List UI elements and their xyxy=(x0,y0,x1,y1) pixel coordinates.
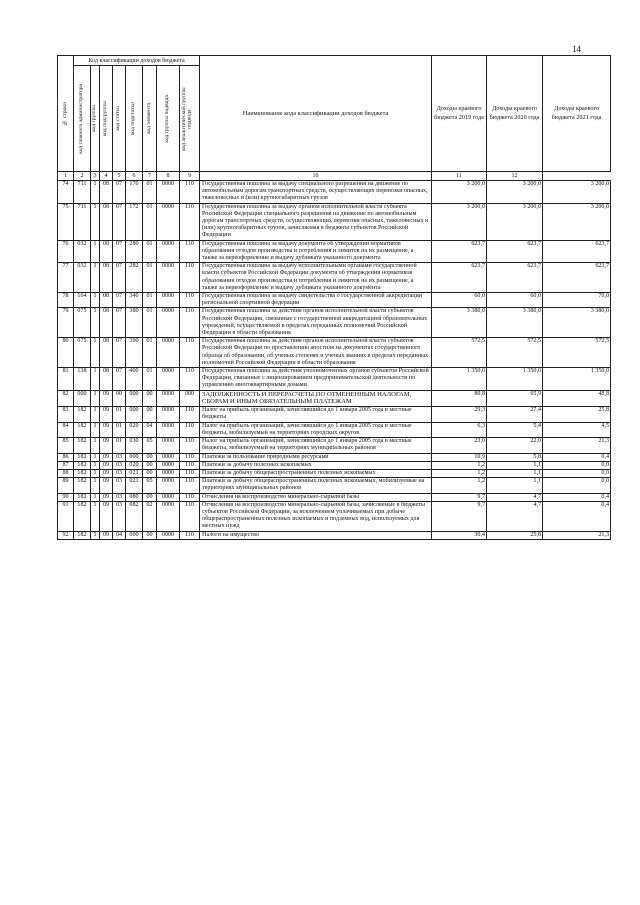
header-income-2019: Доходы краевого бюджета 2019 года xyxy=(432,56,487,172)
subtype-group-code: 0000 xyxy=(157,293,180,308)
row-number: 90 xyxy=(58,493,74,501)
group-code: 1 xyxy=(91,422,100,437)
subarticle-code: 340 xyxy=(126,293,143,308)
subtype-group-code: 0000 xyxy=(157,478,180,493)
income-2021: 3 380,0 xyxy=(543,308,611,338)
col-number: 8 xyxy=(157,172,180,181)
income-2020: 572,5 xyxy=(487,338,543,368)
analytic-group-code: 110 xyxy=(180,461,200,469)
income-2021: 623,7 xyxy=(543,263,611,293)
admin-code: 182 xyxy=(74,422,91,437)
subtype-group-code: 0000 xyxy=(157,308,180,338)
subtype-group-code: 0000 xyxy=(157,338,180,368)
income-2019: 30,4 xyxy=(432,531,487,539)
analytic-group-code: 110 xyxy=(180,240,200,263)
income-2019: 9,7 xyxy=(432,501,487,531)
admin-code: 711 xyxy=(74,181,91,204)
income-2021: 0,0 xyxy=(543,478,611,493)
income-name: Платежи за добычу общераспространенных полезных ископаемых xyxy=(200,469,432,477)
header-code-element: код элемента xyxy=(143,66,157,172)
element-code: 00 xyxy=(143,453,157,461)
group-code: 1 xyxy=(91,469,100,477)
subtype-group-code: 0000 xyxy=(157,531,180,539)
analytic-group-code: 110 xyxy=(180,293,200,308)
subarticle-code: 000 xyxy=(126,531,143,539)
group-code: 1 xyxy=(91,501,100,531)
admin-code: 182 xyxy=(74,493,91,501)
analytic-group-code: 110 xyxy=(180,308,200,338)
page-number: 14 xyxy=(572,44,581,54)
table-row xyxy=(58,422,611,437)
subgroup-code: 08 xyxy=(100,293,113,308)
element-code: 01 xyxy=(143,240,157,263)
header-code-subtype-group: код группы подвида xyxy=(157,66,180,172)
income-2020: 1,1 xyxy=(487,461,543,469)
table-row xyxy=(58,368,611,391)
income-2020: 1,1 xyxy=(487,478,543,493)
income-2021: 3 200,0 xyxy=(543,181,611,204)
article-code: 07 xyxy=(113,181,126,204)
income-2019: 23,0 xyxy=(432,438,487,453)
subtype-group-code: 0000 xyxy=(157,438,180,453)
article-code: 03 xyxy=(113,461,126,469)
income-2021: 623,7 xyxy=(543,240,611,263)
article-code: 03 xyxy=(113,469,126,477)
subarticle-code: 000 xyxy=(126,390,143,407)
table-row xyxy=(58,308,611,338)
table-row xyxy=(58,181,611,204)
article-code: 03 xyxy=(113,478,126,493)
article-code: 03 xyxy=(113,501,126,531)
subgroup-code: 09 xyxy=(100,501,113,531)
subtype-group-code: 0000 xyxy=(157,263,180,293)
subtype-group-code: 0000 xyxy=(157,368,180,391)
group-code: 1 xyxy=(91,181,100,204)
admin-code: 182 xyxy=(74,531,91,539)
admin-code: 182 xyxy=(74,438,91,453)
row-number: 85 xyxy=(58,438,74,453)
analytic-group-code: 110 xyxy=(180,501,200,531)
subtype-group-code: 0000 xyxy=(157,422,180,437)
group-code: 1 xyxy=(91,390,100,407)
subgroup-code: 08 xyxy=(100,240,113,263)
article-code: 07 xyxy=(113,263,126,293)
income-name: Налоги на имущество xyxy=(200,531,432,539)
analytic-group-code: 110 xyxy=(180,478,200,493)
row-number: 82 xyxy=(58,390,74,407)
group-code: 1 xyxy=(91,453,100,461)
subtype-group-code: 0000 xyxy=(157,240,180,263)
article-code: 07 xyxy=(113,338,126,368)
income-2019: 623,7 xyxy=(432,240,487,263)
income-2020: 60,0 xyxy=(487,293,543,308)
income-2019: 10,9 xyxy=(432,453,487,461)
element-code: 00 xyxy=(143,461,157,469)
group-code: 1 xyxy=(91,368,100,391)
income-name: Налог на прибыль организаций, зачислявшийся до 1 января 2005 года в местные бюджеты, мобилизуемый на территориях городских округов xyxy=(200,422,432,437)
group-code: 1 xyxy=(91,531,100,539)
subtype-group-code: 0000 xyxy=(157,407,180,422)
income-2019: 572,5 xyxy=(432,338,487,368)
income-2019: 80,8 xyxy=(432,390,487,407)
col-number: 2 xyxy=(74,172,91,181)
table-row xyxy=(58,390,611,407)
article-code: 07 xyxy=(113,308,126,338)
admin-code: 138 xyxy=(74,368,91,391)
subtype-group-code: 0000 xyxy=(157,390,180,407)
row-number: 76 xyxy=(58,240,74,263)
income-2020: 3 200,0 xyxy=(487,203,543,240)
row-number: 86 xyxy=(58,453,74,461)
subarticle-code: 030 xyxy=(126,438,143,453)
subgroup-code: 09 xyxy=(100,493,113,501)
admin-code: 164 xyxy=(74,293,91,308)
analytic-group-code: 110 xyxy=(180,407,200,422)
group-code: 1 xyxy=(91,478,100,493)
header-income-2021: Доходы краевого бюджета 2021 года xyxy=(543,56,611,172)
subarticle-code: 000 xyxy=(126,407,143,422)
subgroup-code: 09 xyxy=(100,478,113,493)
admin-code: 182 xyxy=(74,453,91,461)
group-code: 1 xyxy=(91,438,100,453)
subgroup-code: 09 xyxy=(100,438,113,453)
analytic-group-code: 110 xyxy=(180,531,200,539)
table-row xyxy=(58,453,611,461)
header-code-group: Код классификации доходов бюджета xyxy=(74,56,200,66)
header-name: Наименование кода классификации доходов бюджета xyxy=(200,56,432,172)
income-2020: 1 350,0 xyxy=(487,368,543,391)
income-name: Государственная пошлина за выдачу специального разрешения на движение по автомобильным дорогам транспортных средств, осуществляющих перевозки опасных, тяжеловесных и (или) крупногабаритных грузов xyxy=(200,181,432,204)
row-number: 77 xyxy=(58,263,74,293)
analytic-group-code: 110 xyxy=(180,263,200,293)
table-row xyxy=(58,203,611,240)
analytic-group-code: 110 xyxy=(180,422,200,437)
element-code: 05 xyxy=(143,438,157,453)
row-number: 87 xyxy=(58,461,74,469)
header-code-group-col: код группы xyxy=(91,66,100,172)
table-row xyxy=(58,501,611,531)
header-code-analytic-group: код аналитической группы подвида xyxy=(180,66,200,172)
group-code: 1 xyxy=(91,407,100,422)
article-code: 07 xyxy=(113,240,126,263)
subarticle-code: 082 xyxy=(126,501,143,531)
table-row xyxy=(58,469,611,477)
income-2019: 9,7 xyxy=(432,493,487,501)
income-2021: 4,5 xyxy=(543,422,611,437)
article-code: 07 xyxy=(113,293,126,308)
analytic-group-code: 110 xyxy=(180,438,200,453)
subarticle-code: 400 xyxy=(126,368,143,391)
income-2019: 1 350,0 xyxy=(432,368,487,391)
subarticle-code: 080 xyxy=(126,493,143,501)
subgroup-code: 09 xyxy=(100,469,113,477)
row-number: 79 xyxy=(58,308,74,338)
income-2021: 0,0 xyxy=(543,461,611,469)
table-row xyxy=(58,461,611,469)
income-name: Государственная пошлина за действия органов исполнительной власти субъектов Российской Федерации по проставлению апостиля на документах государственного образца об образовании, об ученых степенях и ученых званиях в пределах переданных полномочий Российской Федерации в области образования xyxy=(200,338,432,368)
element-code: 00 xyxy=(143,390,157,407)
header-code-subgroup: код подгруппы xyxy=(100,66,113,172)
table-row xyxy=(58,478,611,493)
income-2021: 1 350,0 xyxy=(543,368,611,391)
income-2020: 5,8 xyxy=(487,453,543,461)
table-row xyxy=(58,493,611,501)
article-code: 07 xyxy=(113,203,126,240)
admin-code: 182 xyxy=(74,478,91,493)
subarticle-code: 282 xyxy=(126,263,143,293)
income-2020: 65,9 xyxy=(487,390,543,407)
subarticle-code: 172 xyxy=(126,203,143,240)
subarticle-code: 021 xyxy=(126,469,143,477)
analytic-group-code: 110 xyxy=(180,469,200,477)
income-2020: 27,4 xyxy=(487,407,543,422)
article-code: 01 xyxy=(113,422,126,437)
analytic-group-code: 110 xyxy=(180,493,200,501)
income-name: Отчисления на воспроизводство минерально-сырьевой базы xyxy=(200,493,432,501)
subgroup-code: 08 xyxy=(100,203,113,240)
income-2019: 1,2 xyxy=(432,469,487,477)
table-row xyxy=(58,407,611,422)
subgroup-code: 08 xyxy=(100,368,113,391)
group-code: 1 xyxy=(91,461,100,469)
col-number: 5 xyxy=(113,172,126,181)
col-number: 9 xyxy=(180,172,200,181)
element-code: 02 xyxy=(143,501,157,531)
table-row xyxy=(58,293,611,308)
subarticle-code: 380 xyxy=(126,308,143,338)
income-name: Государственная пошлина за действия уполномоченных органов субъектов Российской Федерации, связанные с лицензированием предпринимательской деятельности по управлению многоквартирными домами xyxy=(200,368,432,391)
article-code: 01 xyxy=(113,407,126,422)
income-name: Налог на прибыль организаций, зачислявшийся до 1 января 2005 года в местные бюджеты xyxy=(200,407,432,422)
income-2021: 25,8 xyxy=(543,407,611,422)
income-2021: 0,4 xyxy=(543,453,611,461)
income-2019: 60,0 xyxy=(432,293,487,308)
group-code: 1 xyxy=(91,308,100,338)
income-2021: 0,0 xyxy=(543,469,611,477)
income-2021: 21,3 xyxy=(543,531,611,539)
income-2019: 623,7 xyxy=(432,263,487,293)
income-2020: 4,7 xyxy=(487,493,543,501)
subgroup-code: 08 xyxy=(100,338,113,368)
admin-code: 075 xyxy=(74,308,91,338)
analytic-group-code: 110 xyxy=(180,338,200,368)
admin-code: 032 xyxy=(74,263,91,293)
income-name: Платежи за пользование природными ресурсами xyxy=(200,453,432,461)
income-2021: 0,4 xyxy=(543,493,611,501)
subarticle-code: 020 xyxy=(126,461,143,469)
group-code: 1 xyxy=(91,203,100,240)
subgroup-code: 08 xyxy=(100,308,113,338)
analytic-group-code: 110 xyxy=(180,181,200,204)
admin-code: 075 xyxy=(74,338,91,368)
admin-code: 182 xyxy=(74,501,91,531)
row-number: 89 xyxy=(58,478,74,493)
row-number: 83 xyxy=(58,407,74,422)
subtype-group-code: 0000 xyxy=(157,461,180,469)
income-2021: 21,3 xyxy=(543,438,611,453)
article-code: 00 xyxy=(113,390,126,407)
col-number: 1 xyxy=(58,172,74,181)
subgroup-code: 09 xyxy=(100,453,113,461)
income-name: Государственная пошлина за выдачу свидетельства о государственной аккредитации региональной спортивной федерации xyxy=(200,293,432,308)
table-row xyxy=(58,531,611,539)
subgroup-code: 08 xyxy=(100,263,113,293)
article-code: 03 xyxy=(113,453,126,461)
subtype-group-code: 0000 xyxy=(157,203,180,240)
income-2020: 3 380,0 xyxy=(487,308,543,338)
income-2021: 572,5 xyxy=(543,338,611,368)
income-2021: 3 200,0 xyxy=(543,203,611,240)
col-number: 3 xyxy=(91,172,100,181)
analytic-group-code: 000 xyxy=(180,390,200,407)
col-number: 4 xyxy=(100,172,113,181)
income-2020: 1,1 xyxy=(487,469,543,477)
col-number: 11 xyxy=(432,172,487,181)
income-name: Государственная пошлина за выдачу органом исполнительной власти субъекта Российской Федерации специального разрешения на движение по автомобильным дорогам транспортных средств, осуществляющих перевозки опасных, тяжеловесных и (или) крупногабаритных грузов, зачисляемая в бюджеты субъектов Российской Федерации xyxy=(200,203,432,240)
income-name: Отчисления на воспроизводство минерально-сырьевой базы, зачисляемые в бюджеты субъектов Российской Федерации, за исключением уплачиваемых при добыче общераспространенных полезных ископаемых и подземных вод, используемых для местных нужд xyxy=(200,501,432,531)
element-code: 01 xyxy=(143,368,157,391)
income-2020: 623,7 xyxy=(487,240,543,263)
subgroup-code: 08 xyxy=(100,181,113,204)
article-code: 01 xyxy=(113,438,126,453)
element-code: 00 xyxy=(143,531,157,539)
element-code: 01 xyxy=(143,203,157,240)
analytic-group-code: 110 xyxy=(180,368,200,391)
row-number: 81 xyxy=(58,368,74,391)
row-number: 84 xyxy=(58,422,74,437)
col-number: 6 xyxy=(126,172,143,181)
subgroup-code: 09 xyxy=(100,461,113,469)
column-numbers-row xyxy=(58,172,611,181)
admin-code: 000 xyxy=(74,390,91,407)
income-name: Государственная пошлина за выдачу исполнительными органами государственной власти субъектов Российской Федерации документа об утверждении нормативов образования отходов производства и потребления и лимитов на их размещение, а также за переоформление и выдачу дубликата указанного документа xyxy=(200,263,432,293)
income-2020: 4,7 xyxy=(487,501,543,531)
income-2021: 0,4 xyxy=(543,501,611,531)
subgroup-code: 09 xyxy=(100,407,113,422)
group-code: 1 xyxy=(91,240,100,263)
header-code-admin: код главного администратора xyxy=(74,66,91,172)
element-code: 01 xyxy=(143,181,157,204)
group-code: 1 xyxy=(91,493,100,501)
col-number: 10 xyxy=(200,172,432,181)
element-code: 01 xyxy=(143,308,157,338)
income-2020: 25,8 xyxy=(487,531,543,539)
admin-code: 711 xyxy=(74,203,91,240)
subgroup-code: 09 xyxy=(100,390,113,407)
subarticle-code: 000 xyxy=(126,453,143,461)
col-number: 7 xyxy=(143,172,157,181)
income-2019: 6,3 xyxy=(432,422,487,437)
header-code-subarticle: код подстатьи xyxy=(126,66,143,172)
col-number: 12 xyxy=(487,172,543,181)
table-header xyxy=(58,56,611,181)
subarticle-code: 170 xyxy=(126,181,143,204)
subarticle-code: 021 xyxy=(126,478,143,493)
row-number: 78 xyxy=(58,293,74,308)
table-row xyxy=(58,338,611,368)
subtype-group-code: 0000 xyxy=(157,501,180,531)
header-code-article: код статьи xyxy=(113,66,126,172)
row-number: 88 xyxy=(58,469,74,477)
subarticle-code: 280 xyxy=(126,240,143,263)
income-name: Государственная пошлина за действия органов исполнительной власти субъектов Российской Федерации, связанные с государственной аккредитацией образовательных учреждений, осуществляемой в пределах переданных полномочий Российской Федерации в области образования xyxy=(200,308,432,338)
income-name: Государственная пошлина за выдачу документа об утверждении нормативов образования отходов производства и потребления и лимитов на их размещение, а также за переоформление и выдачу дубликата указанного документа xyxy=(200,240,432,263)
income-2019: 1,2 xyxy=(432,461,487,469)
income-name: Платежи за добычу полезных ископаемых xyxy=(200,461,432,469)
row-number: 91 xyxy=(58,501,74,531)
subarticle-code: 390 xyxy=(126,338,143,368)
income-2019: 29,3 xyxy=(432,407,487,422)
income-2020: 3 200,0 xyxy=(487,181,543,204)
article-code: 03 xyxy=(113,493,126,501)
subtype-group-code: 0000 xyxy=(157,493,180,501)
element-code: 05 xyxy=(143,478,157,493)
analytic-group-code: 110 xyxy=(180,203,200,240)
group-code: 1 xyxy=(91,293,100,308)
table-body xyxy=(58,181,611,540)
element-code: 01 xyxy=(143,263,157,293)
group-code: 1 xyxy=(91,338,100,368)
element-code: 04 xyxy=(143,422,157,437)
admin-code: 182 xyxy=(74,469,91,477)
table-row xyxy=(58,438,611,453)
income-2020: 22,0 xyxy=(487,438,543,453)
income-name: Платежи за добычу общераспространенных полезных ископаемых, мобилизуемые на территориях муниципальных районов xyxy=(200,478,432,493)
row-number: 92 xyxy=(58,531,74,539)
group-code: 1 xyxy=(91,263,100,293)
subtype-group-code: 0000 xyxy=(157,181,180,204)
row-number: 75 xyxy=(58,203,74,240)
budget-table xyxy=(57,55,611,540)
subtype-group-code: 0000 xyxy=(157,469,180,477)
subtype-group-code: 0000 xyxy=(157,453,180,461)
subarticle-code: 020 xyxy=(126,422,143,437)
income-name: Налог на прибыль организаций, зачислявшийся до 1 января 2005 года в местные бюджеты, мобилизуемый на территориях муниципальных районов xyxy=(200,438,432,453)
admin-code: 032 xyxy=(74,240,91,263)
income-2019: 3 380,0 xyxy=(432,308,487,338)
admin-code: 182 xyxy=(74,407,91,422)
income-2021: 48,8 xyxy=(543,390,611,407)
income-name: ЗАДОЛЖЕННОСТЬ И ПЕРЕРАСЧЕТЫ ПО ОТМЕНЕННЫМ НАЛОГАМ, СБОРАМ И ИНЫМ ОБЯЗАТЕЛЬНЫМ ПЛАТЕЖАМ xyxy=(200,390,432,407)
element-code: 00 xyxy=(143,493,157,501)
income-2019: 1,2 xyxy=(432,478,487,493)
row-number: 74 xyxy=(58,181,74,204)
table-row xyxy=(58,263,611,293)
admin-code: 182 xyxy=(74,461,91,469)
subgroup-code: 09 xyxy=(100,531,113,539)
income-2019: 3 200,0 xyxy=(432,203,487,240)
table-row xyxy=(58,240,611,263)
element-code: 00 xyxy=(143,407,157,422)
header-income-2020: Доходы краевого бюджета 2020 года xyxy=(487,56,543,172)
article-code: 04 xyxy=(113,531,126,539)
element-code: 00 xyxy=(143,469,157,477)
analytic-group-code: 110 xyxy=(180,453,200,461)
element-code: 01 xyxy=(143,293,157,308)
row-number: 80 xyxy=(58,338,74,368)
income-2020: 623,7 xyxy=(487,263,543,293)
income-2020: 5,4 xyxy=(487,422,543,437)
subgroup-code: 09 xyxy=(100,422,113,437)
element-code: 01 xyxy=(143,338,157,368)
income-2021: 70,0 xyxy=(543,293,611,308)
article-code: 07 xyxy=(113,368,126,391)
header-row-num: № строки xyxy=(58,56,74,172)
income-2019: 3 200,0 xyxy=(432,181,487,204)
